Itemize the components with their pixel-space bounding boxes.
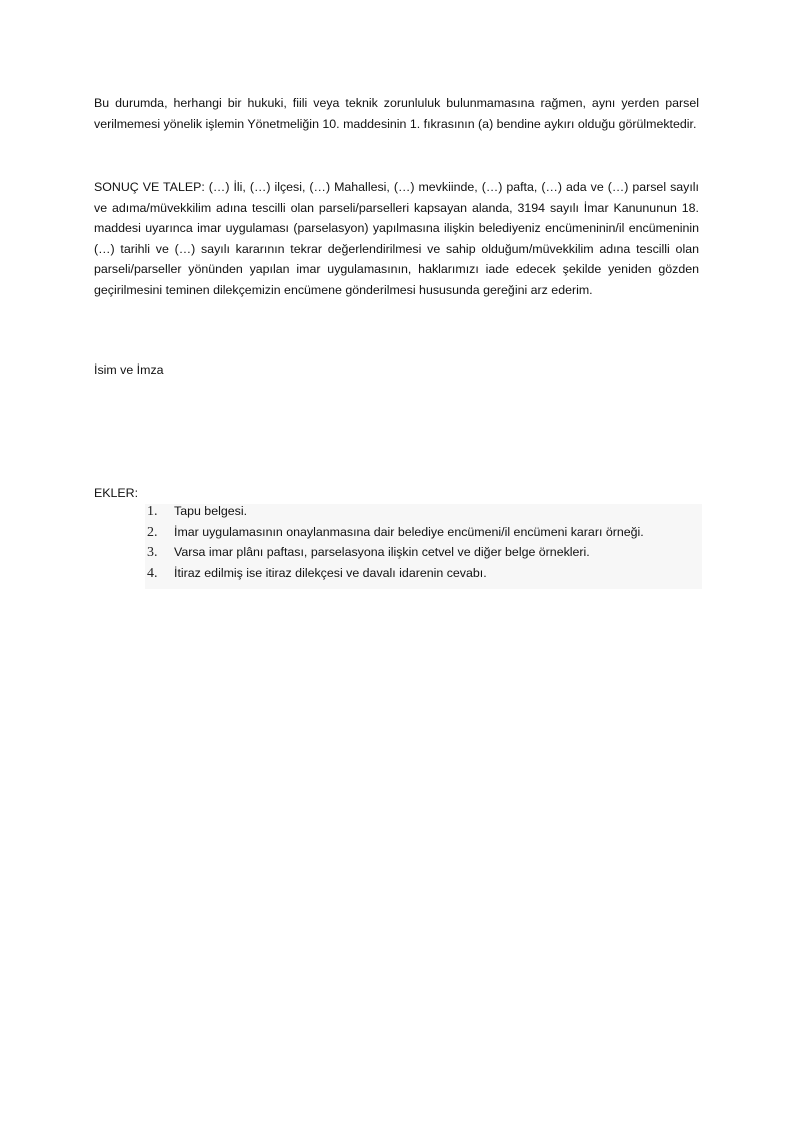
- attachments-title: EKLER:: [94, 486, 139, 500]
- attachment-number: 3.: [147, 545, 158, 561]
- paragraph-reasoning: Bu durumda, herhangi bir hukuki, fiili veya teknik zorunluluk bulunmamasına rağmen, aynı yerden parsel verilmemesi yönelik işlemin Yönetmeliğin 10. maddesinin 1. fıkrasının (a) bendine aykırı olduğu görülmektedir.: [94, 96, 699, 131]
- attachment-item: [145, 545, 702, 566]
- attachments-list: [145, 504, 702, 587]
- attachment-item: [145, 504, 702, 525]
- attachment-item: [145, 525, 702, 546]
- attachment-number: 2.: [147, 524, 158, 540]
- attachment-text: Tapu belgesi.: [174, 504, 248, 518]
- attachment-text: İtiraz edilmiş ise itiraz dilekçesi ve davalı idarenin cevabı.: [174, 566, 487, 581]
- attachment-item: [145, 566, 702, 587]
- attachment-number: 1.: [147, 504, 158, 519]
- paragraph-result-and-request: SONUÇ VE TALEP: (…) İli, (…) ilçesi, (…) Mahallesi, (…) mevkiinde, (…) pafta, (…) ada ve (…) parsel sayılı ve adıma/müvekkilim adına tescilli olan parseli/parselleri kapsayan alanda, 3194 sayılı İmar Kanununun 18. maddesi uyarınca imar uygulaması (parselasyon) yapılmasına ilişkin belediyeniz encümeninin/il encümeninin (…) tarihli ve (…) sayılı kararının tekrar değerlendirilmesi ve sahip olduğum/müvekkilim adına tescilli olan parseli/parseller yönünden yapılan imar uygulamasının, haklarımızı iade edecek şekilde yeniden gözden geçirilmesini teminen dilekçemizin encümene gönderilmesi hususunda gereğini arz ederim.: [94, 180, 699, 297]
- signature-line: İsim ve İmza: [94, 363, 164, 377]
- attachment-text: Varsa imar plânı paftası, parselasyona ilişkin cetvel ve diğer belge örnekleri.: [174, 545, 590, 560]
- attachments-list-box: [145, 504, 702, 589]
- attachment-text: İmar uygulamasının onaylanmasına dair belediye encümeni/il encümeni kararı örneği.: [174, 524, 644, 539]
- attachment-number: 4.: [147, 566, 158, 582]
